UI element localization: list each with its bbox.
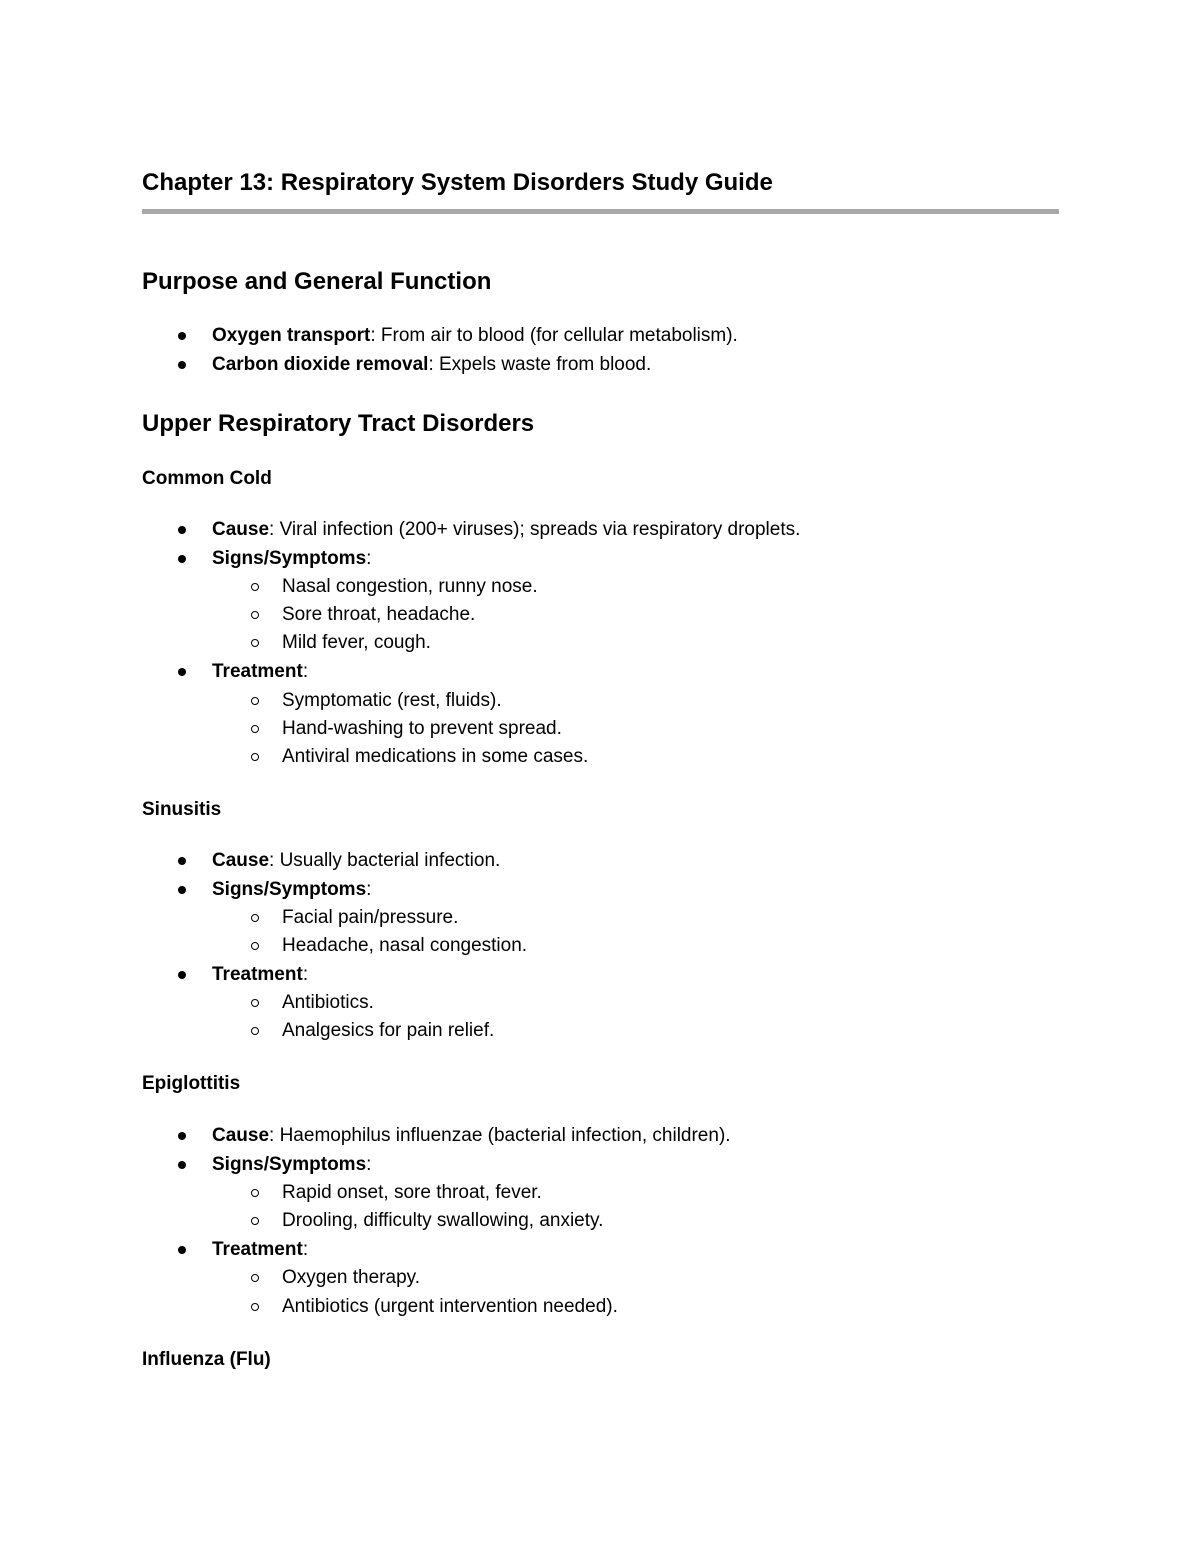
- hollow-bullet-icon: [251, 914, 259, 922]
- sub-list-item: Facial pain/pressure.: [282, 906, 458, 930]
- hollow-bullet-icon: [251, 697, 259, 705]
- subheading-influenza: Influenza (Flu): [142, 1349, 271, 1370]
- sub-list-item: Antibiotics.: [282, 991, 374, 1015]
- sub-list-item: Nasal congestion, runny nose.: [282, 575, 538, 599]
- list-item: Cause: Usually bacterial infection.: [212, 849, 500, 873]
- sub-list-item: Mild fever, cough.: [282, 631, 431, 655]
- bullet-icon: [178, 361, 186, 369]
- bullet-icon: [178, 668, 186, 676]
- hollow-bullet-icon: [251, 1189, 259, 1197]
- list-item: Treatment:: [212, 1238, 308, 1262]
- list-item: Oxygen transport: From air to blood (for cellular metabolism).: [212, 324, 738, 348]
- bullet-icon: [178, 555, 186, 563]
- list-item: Treatment:: [212, 963, 308, 987]
- list-item: Cause: Viral infection (200+ viruses); spreads via respiratory droplets.: [212, 518, 800, 542]
- sub-list-item: Hand-washing to prevent spread.: [282, 717, 562, 741]
- hollow-bullet-icon: [251, 1274, 259, 1282]
- bullet-icon: [178, 332, 186, 340]
- hollow-bullet-icon: [251, 942, 259, 950]
- hollow-bullet-icon: [251, 611, 259, 619]
- bullet-icon: [178, 857, 186, 865]
- subheading-common-cold: Common Cold: [142, 468, 272, 489]
- bullet-icon: [178, 1132, 186, 1140]
- sub-list-item: Sore throat, headache.: [282, 603, 475, 627]
- sub-list-item: Symptomatic (rest, fluids).: [282, 689, 502, 713]
- sub-list-item: Drooling, difficulty swallowing, anxiety.: [282, 1209, 603, 1233]
- bullet-icon: [178, 1161, 186, 1169]
- hollow-bullet-icon: [251, 725, 259, 733]
- list-item: Signs/Symptoms:: [212, 878, 371, 902]
- hollow-bullet-icon: [251, 753, 259, 761]
- sub-list-item: Antibiotics (urgent intervention needed).: [282, 1295, 618, 1319]
- list-item: Signs/Symptoms:: [212, 1153, 371, 1177]
- hollow-bullet-icon: [251, 1027, 259, 1035]
- sub-list-item: Antiviral medications in some cases.: [282, 745, 588, 769]
- list-item: Signs/Symptoms:: [212, 547, 371, 571]
- bullet-icon: [178, 526, 186, 534]
- sub-list-item: Analgesics for pain relief.: [282, 1019, 494, 1043]
- bullet-icon: [178, 1246, 186, 1254]
- subheading-epiglottitis: Epiglottitis: [142, 1073, 241, 1094]
- list-item: Cause: Haemophilus influenzae (bacterial infection, children).: [212, 1124, 731, 1148]
- hollow-bullet-icon: [251, 583, 259, 591]
- subheading-sinusitis: Sinusitis: [142, 799, 222, 820]
- list-item: Carbon dioxide removal: Expels waste from blood.: [212, 353, 651, 377]
- sub-list-item: Rapid onset, sore throat, fever.: [282, 1181, 542, 1205]
- hollow-bullet-icon: [251, 639, 259, 647]
- bullet-icon: [178, 971, 186, 979]
- page-title: Chapter 13: Respiratory System Disorders Study Guide: [142, 169, 773, 196]
- section-heading-purpose: Purpose and General Function: [142, 268, 492, 295]
- hollow-bullet-icon: [251, 999, 259, 1007]
- sub-list-item: Headache, nasal congestion.: [282, 934, 527, 958]
- hollow-bullet-icon: [251, 1303, 259, 1311]
- list-item: Treatment:: [212, 660, 308, 684]
- bullet-icon: [178, 886, 186, 894]
- title-divider: [142, 209, 1059, 214]
- section-heading-upper-respiratory: Upper Respiratory Tract Disorders: [142, 410, 535, 437]
- sub-list-item: Oxygen therapy.: [282, 1266, 420, 1290]
- hollow-bullet-icon: [251, 1217, 259, 1225]
